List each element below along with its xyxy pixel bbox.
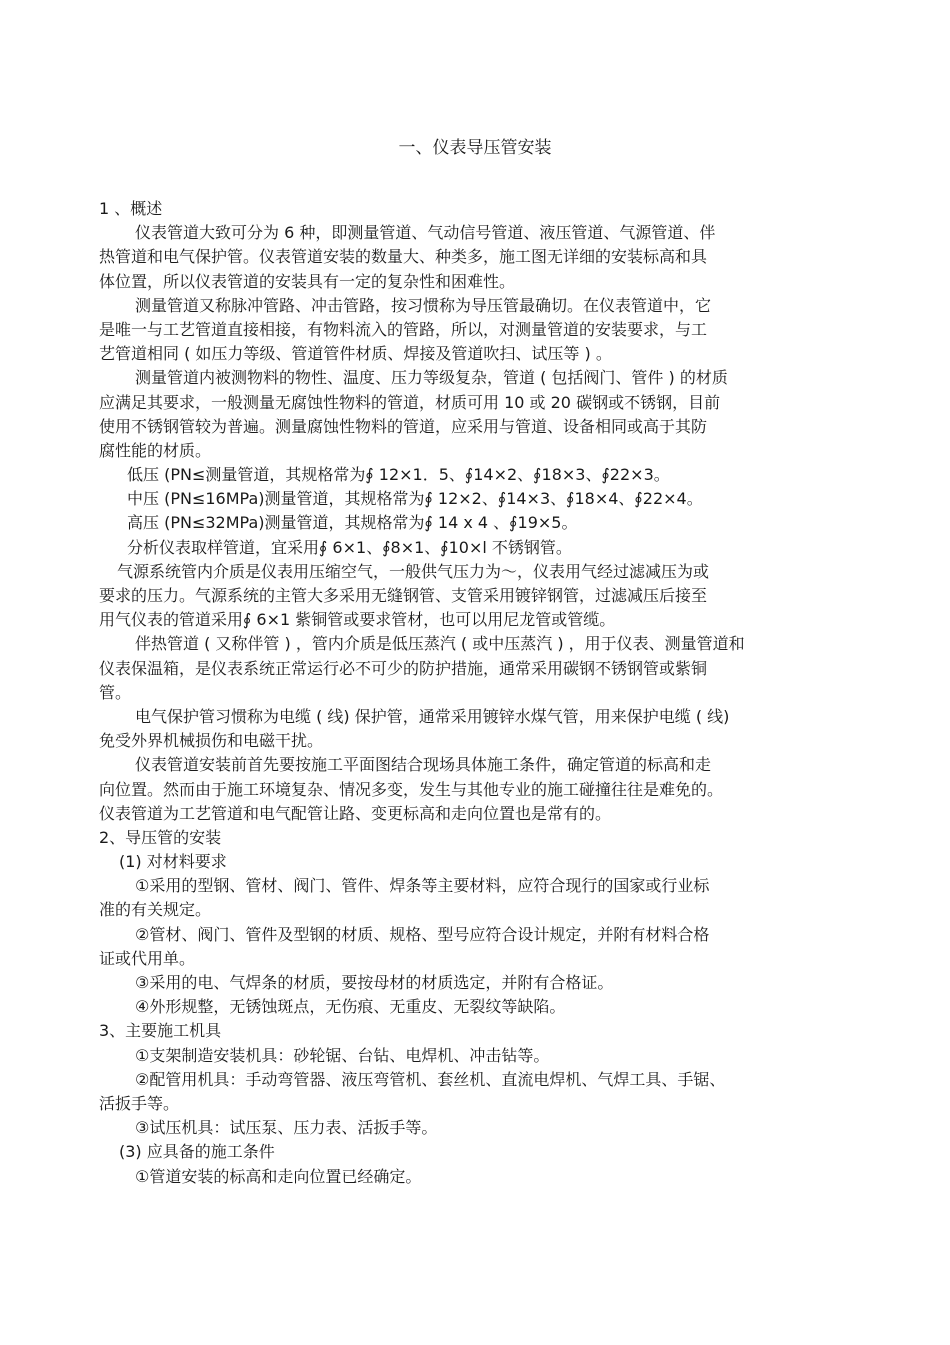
list-item: ①采用的型钢、管材、阀门、管件、焊条等主要材料，应符合现行的国家或行业标 <box>135 876 710 896</box>
section-heading-installation: 2、导压管的安装 <box>99 827 222 847</box>
paragraph-line: 向位置。然而由于施工环境复杂、情况多变，发生与其他专业的施工碰撞往往是难免的。 <box>99 779 724 799</box>
paragraph-line: 腐性能的材质。 <box>99 440 212 460</box>
list-item: ①支架制造安装机具：砂轮锯、台钻、电焊机、冲击钻等。 <box>135 1045 550 1065</box>
paragraph-line: 使用不锈钢管较为普遍。测量腐蚀性物料的管道，应采用与管道、设备相同或高于其防 <box>99 416 708 436</box>
paragraph-line: 仪表管道安装前首先要按施工平面图结合现场具体施工条件，确定管道的标高和走 <box>135 755 712 775</box>
document-title: 一、仪表导压管安装 <box>398 138 552 158</box>
subsection-heading-conditions: (3) 应具备的施工条件 <box>119 1142 275 1162</box>
subsection-heading-materials: (1) 对材料要求 <box>119 852 227 872</box>
paragraph-line: 仪表保温箱，是仪表系统正常运行必不可少的防护措施，通常采用碳钢不锈钢管或紫铜 <box>99 658 708 678</box>
paragraph-line: 测量管道又称脉冲管路、冲击管路，按习惯称为导压管最确切。在仪表管道中，它 <box>135 295 712 315</box>
paragraph-line: 艺管道相同 ( 如压力等级、管道管件材质、焊接及管道吹扫、试压等 ) 。 <box>99 344 612 364</box>
list-item: ③试压机具：试压泵、压力表、活扳手等。 <box>135 1118 438 1138</box>
spec-line-low-pressure: 低压 (PN≤测量管道，其规格常为∮ 12×1．5、∮14×2、∮18×3、∮22×3。 <box>127 465 670 485</box>
paragraph-line: 仪表管道为工艺管道和电气配管让路、变更标高和走向位置也是常有的。 <box>99 803 612 823</box>
list-item: ②配管用机具：手动弯管器、液压弯管机、套丝机、直流电焊机、气焊工具、手锯、 <box>135 1069 726 1089</box>
section-heading-overview: 1 、概述 <box>99 199 163 218</box>
paragraph-line: 测量管道内被测物料的物性、温度、压力等级复杂，管道 ( 包括阀门、管件 ) 的材质 <box>135 368 728 388</box>
paragraph-line: 气源系统管内介质是仪表用压缩空气，一般供气压力为～，仪表用气经过滤减压为或 <box>117 561 710 581</box>
paragraph-line: 要求的压力。气源系统的主管大多采用无缝钢管、支管采用镀锌钢管，过滤减压后接至 <box>99 586 708 605</box>
paragraph-line: 用气仪表的管道采用∮ 6×1 紫铜管或要求管材，也可以用尼龙管或管缆。 <box>99 610 616 630</box>
paragraph-line: 是唯一与工艺管道直接相接，有物料流入的管路，所以，对测量管道的安装要求，与工 <box>99 319 708 339</box>
paragraph-line: 仪表管道大致可分为 6 种，即测量管道、气动信号管道、液压管道、气源管道、伴 <box>135 223 716 243</box>
paragraph-line: 管。 <box>99 682 132 702</box>
document-body <box>99 197 839 1189</box>
list-item: ①管道安装的标高和走向位置已经确定。 <box>135 1166 422 1186</box>
spec-line-analysis: 分析仪表取样管道，宜采用∮ 6×1、∮8×1、∮10×l 不锈钢管。 <box>127 537 572 557</box>
paragraph-line: 伴热管道 ( 又称伴管 ) ，管内介质是低压蒸汽 ( 或中压蒸汽 ) ，用于仪表、测量管道和 <box>135 634 745 654</box>
list-item: ③采用的电、气焊条的材质，要按母材的材质选定，并附有合格证。 <box>135 973 614 992</box>
paragraph-line: 电气保护管习惯称为电缆 ( 线) 保护管，通常采用镀锌水煤气管，用来保护电缆 ( 线) <box>135 706 730 726</box>
spec-line-high-pressure: 高压 (PN≤32MPa)测量管道，其规格常为∮ 14 x 4 、∮19×5。 <box>127 513 578 533</box>
section-heading-tools: 3、主要施工机具 <box>99 1021 222 1041</box>
list-item-continuation: 证或代用单。 <box>99 948 196 968</box>
list-item: ②管材、阀门、管件及型钢的材质、规格、型号应符合设计规定，并附有材料合格 <box>135 924 710 944</box>
paragraph-line: 免受外界机械损伤和电磁干扰。 <box>99 731 324 751</box>
spec-line-medium-pressure: 中压 (PN≤16MPa)测量管道，其规格常为∮ 12×2、∮14×3、∮18×4、∮22×4。 <box>127 489 703 509</box>
list-item: ④外形规整，无锈蚀斑点，无伤痕、无重皮、无裂纹等缺陷。 <box>135 997 566 1017</box>
list-item-continuation: 活扳手等。 <box>99 1093 180 1113</box>
paragraph-line: 热管道和电气保护管。仪表管道安装的数量大、种类多，施工图无详细的安装标高和具 <box>99 247 708 267</box>
paragraph-line: 体位置，所以仪表管道的安装具有一定的复杂性和困难性。 <box>99 271 516 291</box>
paragraph-line: 应满足其要求，一般测量无腐蚀性物料的管道，材质可用 10 或 20 碳钢或不锈钢，目前 <box>99 392 721 412</box>
list-item-continuation: 准的有关规定。 <box>99 900 212 920</box>
